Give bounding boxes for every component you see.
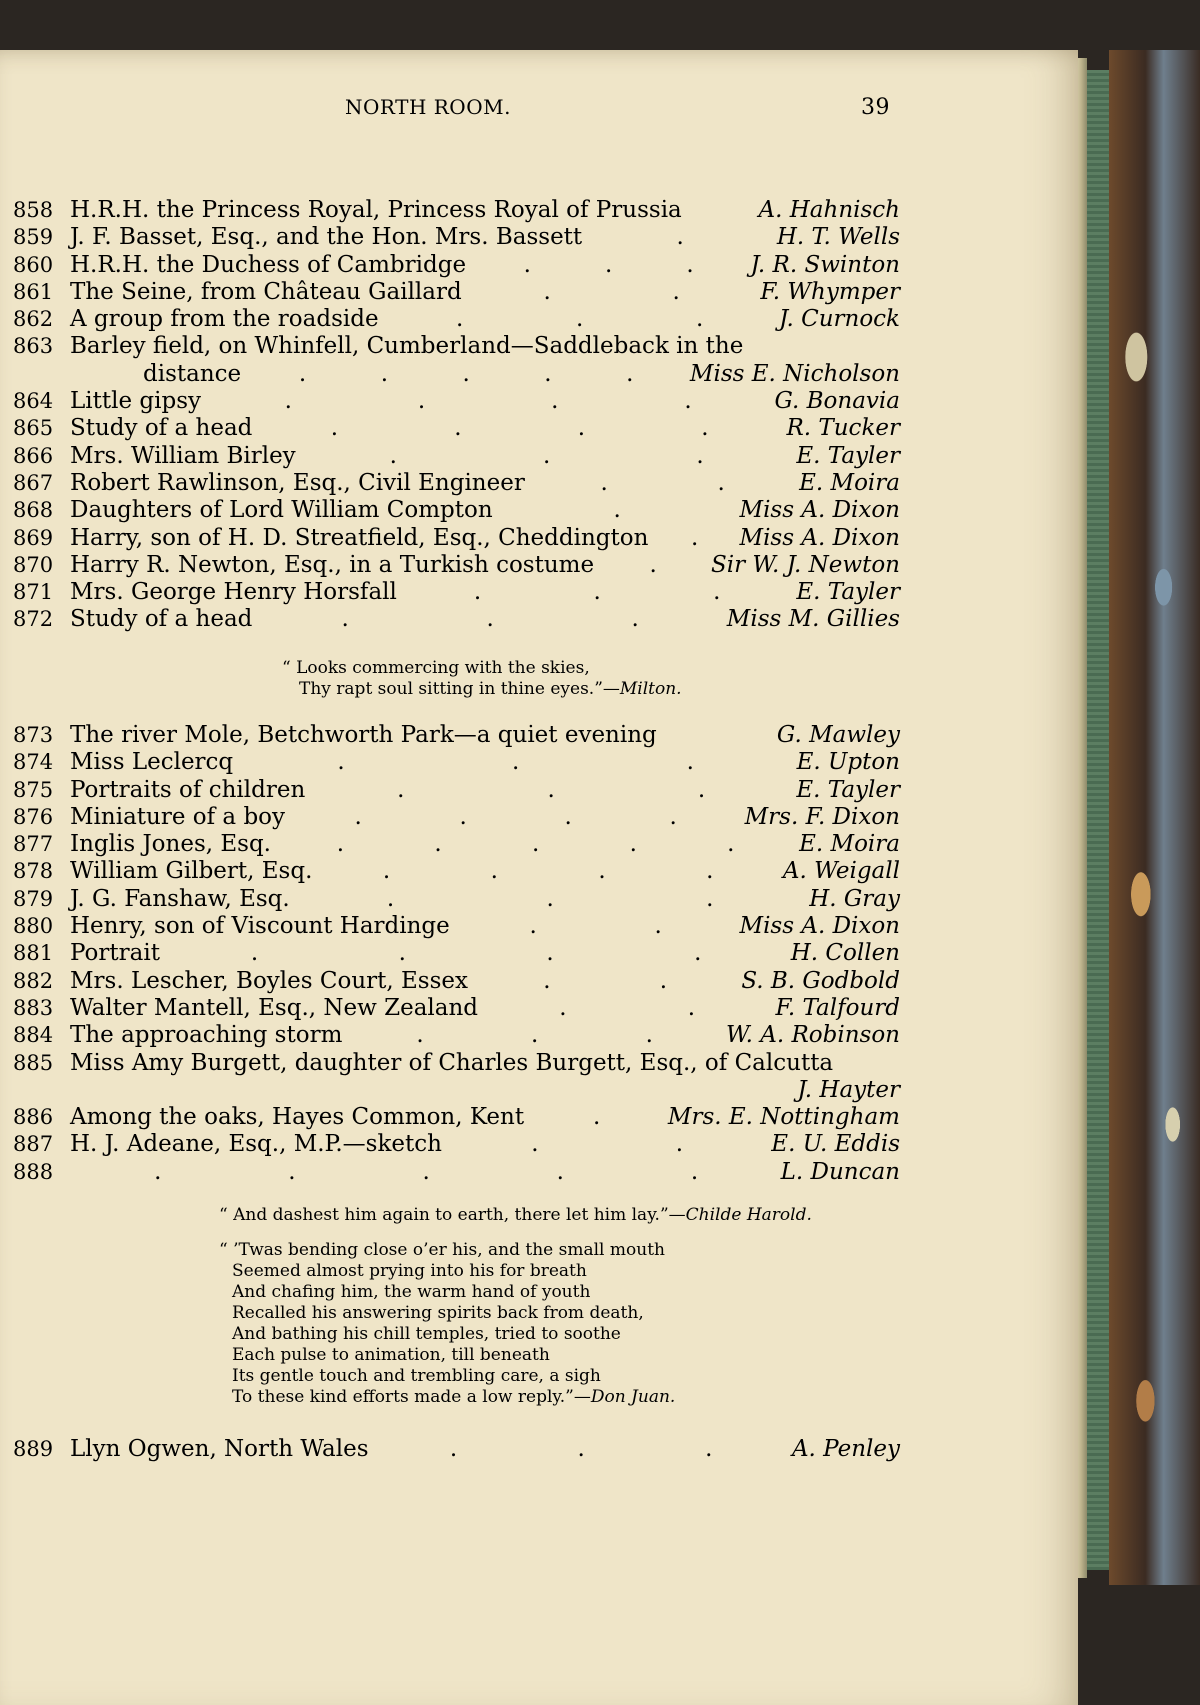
entry-artist: E. Tayler (796, 776, 900, 803)
leader-dots: . (649, 551, 657, 578)
entry-title: Mrs. William Birley (70, 442, 296, 469)
entry-title: Mrs. Lescher, Boyles Court, Essex (70, 967, 468, 994)
entry-artist: A. Weigall (782, 858, 900, 885)
catalogue-entry (0, 552, 900, 579)
entry-title: Portraits of children (70, 776, 306, 803)
entry-number: 870 (13, 552, 54, 577)
entry-title: The river Mole, Betchworth Park—a quiet evening (70, 722, 657, 748)
section-title: NORTH ROOM. (345, 95, 511, 119)
entry-title: Little gipsy (70, 388, 201, 415)
entry-title: H. J. Adeane, Esq., M.P.—sketch (70, 1131, 442, 1158)
entry-artist: G. Mawley (776, 722, 900, 748)
entry-number: 877 (13, 832, 54, 857)
epigraph-line: “ And dashest him again to earth, there let him lay.”— (219, 1205, 686, 1225)
catalogue-entry (0, 1050, 900, 1077)
epigraph-don-juan (219, 1240, 675, 1408)
entry-title: Henry, son of Viscount Hardinge (70, 913, 450, 940)
entry-title: Study of a head (70, 606, 253, 633)
entry-title: Llyn Ogwen, North Wales (70, 1436, 369, 1462)
leader-dots: . (676, 224, 684, 251)
entry-artist: S. B. Godbold (741, 967, 900, 994)
leader-dots: . . . (523, 251, 694, 278)
entry-title: Portrait (70, 940, 160, 967)
entry-number: 880 (13, 914, 54, 939)
catalogue-entry (0, 606, 900, 633)
entry-title: The approaching storm (70, 1022, 343, 1049)
leader-dots: . . (543, 278, 680, 305)
entry-number: 881 (13, 941, 54, 966)
catalogue-entry (0, 361, 900, 388)
entry-artist: Mrs. F. Dixon (744, 803, 900, 830)
entry-title: Inglis Jones, Esq. (70, 831, 271, 858)
leader-dots: . . . . (330, 415, 709, 442)
verse-line: And chafing him, the warm hand of youth (232, 1282, 591, 1302)
leader-dots: . . (559, 994, 696, 1021)
catalogue-entry (0, 1159, 900, 1186)
entry-number: 867 (13, 470, 54, 495)
leader-dots: . . . (473, 579, 721, 606)
leader-dots: . . (531, 1131, 684, 1158)
entry-title: distance (143, 360, 242, 387)
entry-number: 876 (13, 804, 54, 829)
entry-title: Barley field, on Whinfell, Cumberland—Saddleback in the (70, 333, 744, 360)
entry-title: Harry, son of H. D. Streatfield, Esq., Cheddington (70, 524, 649, 551)
entry-artist: E. Upton (796, 749, 900, 776)
entry-title: Daughters of Lord William Compton (70, 497, 493, 524)
entry-number: 884 (13, 1023, 54, 1048)
verse-line: Seemed almost prying into his for breath (232, 1261, 587, 1281)
entry-artist: Miss E. Nicholson (689, 360, 900, 387)
catalogue-entry (0, 831, 900, 858)
catalogue-entry (0, 1104, 900, 1131)
catalogue-entry (0, 525, 900, 552)
entry-artist: A. Hahnisch (758, 197, 900, 223)
entry-artist: E. Tayler (796, 579, 900, 606)
entry-number: 879 (13, 886, 54, 911)
entry-title: Mrs. George Henry Horsfall (70, 579, 397, 606)
catalogue-entry (0, 722, 900, 749)
entry-number: 863 (13, 334, 54, 359)
entry-title: The Seine, from Château Gaillard (70, 278, 462, 305)
entry-artist: W. A. Robinson (726, 1022, 900, 1049)
leader-dots: . (691, 524, 699, 551)
entry-number: 888 (13, 1159, 54, 1184)
leader-dots: . . (543, 967, 668, 994)
entry-artist: Miss A. Dixon (739, 913, 900, 940)
entry-number: 866 (13, 443, 54, 468)
entry-artist: J. R. Swinton (750, 251, 900, 278)
epigraph-line: Thy rapt soul sitting in thine eyes.”— (299, 679, 620, 699)
entry-number: 869 (13, 525, 54, 550)
entry-number: 858 (13, 198, 54, 222)
leader-dots: . . . . . (298, 360, 634, 387)
entry-number: 889 (13, 1437, 54, 1461)
epigraph-attribution: Milton. (619, 679, 682, 699)
catalogue-entry (0, 913, 900, 940)
entry-number: 871 (13, 580, 54, 605)
catalogue-entry (0, 1131, 900, 1158)
verse-line: Recalled his answering spirits back from death, (232, 1303, 644, 1323)
leader-dots: . . . . (354, 803, 677, 830)
marbled-cover (1109, 50, 1200, 1585)
entry-artist: Miss A. Dixon (739, 524, 900, 551)
catalogue-entry (0, 777, 900, 804)
catalogue-entry (0, 1436, 900, 1463)
running-head (345, 95, 890, 125)
entry-artist: Miss M. Gillies (726, 606, 900, 633)
epigraph-attribution: Don Juan. (590, 1387, 676, 1407)
epigraph-line: “ Looks commercing with the skies, (282, 658, 590, 678)
entry-number: 861 (13, 279, 54, 304)
leader-dots: . . . (386, 885, 714, 912)
entry-title: Robert Rawlinson, Esq., Civil Engineer (70, 469, 525, 496)
catalogue-list-2 (0, 722, 900, 1186)
leader-dots: . (593, 1104, 601, 1131)
entry-number: 865 (13, 416, 54, 441)
catalogue-entry (0, 333, 900, 360)
leader-dots: . (613, 497, 621, 524)
entry-artist: F. Talfourd (775, 994, 900, 1021)
entry-number: 873 (13, 723, 54, 747)
entry-number: 875 (13, 777, 54, 802)
catalogue-entry (0, 886, 900, 913)
catalogue-entry (0, 197, 900, 224)
entry-number: 887 (13, 1132, 54, 1157)
entry-artist: A. Penley (791, 1436, 900, 1462)
catalogue-list-3 (0, 1436, 900, 1463)
catalogue-entry (0, 579, 900, 606)
page-edge-block (1087, 70, 1109, 1570)
entry-number: 874 (13, 750, 54, 775)
leader-dots: . . . (397, 776, 706, 803)
catalogue-entry (0, 995, 900, 1022)
entry-number: 859 (13, 225, 54, 250)
catalogue-entry (0, 252, 900, 279)
catalogue-entry (0, 388, 900, 415)
entry-title: Harry R. Newton, Esq., in a Turkish costume (70, 551, 595, 578)
catalogue-entry (0, 804, 900, 831)
verse-line: And bathing his chill temples, tried to soothe (232, 1324, 621, 1344)
entry-number: 868 (13, 498, 54, 523)
entry-artist: H. T. Wells (776, 224, 900, 251)
leader-dots: . . . . (382, 858, 714, 885)
catalogue-entry (0, 968, 900, 995)
leader-dots: . . . (456, 306, 704, 333)
catalogue-entry (0, 497, 900, 524)
entry-title: William Gilbert, Esq. (70, 858, 313, 885)
catalogue-entry (0, 306, 900, 333)
catalogue-entry (0, 858, 900, 885)
entry-artist: H. Collen (790, 940, 900, 967)
entry-artist: R. Tucker (786, 415, 900, 442)
catalogue-list-1 (0, 197, 900, 634)
entry-title: Miss Leclercq (70, 749, 234, 776)
entry-title: Among the oaks, Hayes Common, Kent (70, 1104, 525, 1131)
entry-artist: E. Moira (799, 469, 900, 496)
catalogue-entry (0, 749, 900, 776)
verse-line: “ ’Twas bending close o’er his, and the small mouth (219, 1240, 665, 1260)
leader-dots: . . . (337, 749, 694, 776)
entry-number: 864 (13, 389, 54, 414)
entry-artist: E. Moira (799, 831, 900, 858)
catalogue-entry (0, 224, 900, 251)
catalogue-entry (0, 470, 900, 497)
entry-title: H.R.H. the Princess Royal, Princess Royal of Prussia (70, 197, 682, 223)
entry-number: 883 (13, 995, 54, 1020)
catalogue-entry (0, 443, 900, 470)
entry-number: 878 (13, 859, 54, 884)
entry-title: H.R.H. the Duchess of Cambridge (70, 251, 467, 278)
entry-artist: J. Hayter (797, 1076, 900, 1103)
entry-title: J. G. Fanshaw, Esq. (70, 885, 290, 912)
leader-dots: . . . . (284, 388, 692, 415)
leader-dots: . . . . . (154, 1158, 699, 1185)
leader-dots: . . . (341, 606, 639, 633)
leader-dots: . . . (389, 442, 704, 469)
verse-line: Each pulse to animation, till beneath (232, 1345, 550, 1365)
entry-number: 860 (13, 252, 54, 277)
entry-artist: G. Bonavia (774, 388, 900, 415)
verse-line: Its gentle touch and trembling care, a sigh (232, 1366, 601, 1386)
entry-title: J. F. Basset, Esq., and the Hon. Mrs. Bassett (70, 224, 583, 251)
leader-dots: . . . . . (336, 831, 735, 858)
epigraph-attribution: Childe Harold. (685, 1205, 812, 1225)
entry-title: A group from the roadside (70, 306, 379, 333)
verse-line: To these kind efforts made a low reply.”— (232, 1387, 591, 1407)
entry-number: 882 (13, 968, 54, 993)
leader-dots: . . (600, 469, 725, 496)
entry-artist: Miss A. Dixon (739, 497, 900, 524)
entry-artist: L. Duncan (780, 1158, 900, 1185)
entry-artist: E. U. Eddis (771, 1131, 900, 1158)
leader-dots: . . (529, 913, 662, 940)
catalogue-entry (0, 1022, 900, 1049)
page-number: 39 (861, 95, 890, 120)
entry-number: 872 (13, 607, 54, 632)
entry-number: 885 (13, 1050, 54, 1075)
epigraph-childe-harold (219, 1205, 812, 1226)
catalogue-entry (0, 415, 900, 442)
entry-title: Miss Amy Burgett, daughter of Charles Burgett, Esq., of Calcutta (70, 1049, 834, 1076)
leader-dots: . . . (449, 1436, 713, 1462)
entry-title: Walter Mantell, Esq., New Zealand (70, 994, 479, 1021)
entry-title: Study of a head (70, 415, 253, 442)
entry-artist: J. Curnock (779, 306, 900, 333)
leader-dots: . . . . (250, 940, 702, 967)
entry-artist: H. Gray (809, 885, 900, 912)
catalogue-entry (0, 279, 900, 306)
epigraph-milton (282, 658, 682, 700)
entry-number: 862 (13, 307, 54, 332)
entry-number: 886 (13, 1105, 54, 1130)
entry-artist: Sir W. J. Newton (710, 551, 900, 578)
entry-title: Miniature of a boy (70, 803, 286, 830)
leader-dots: . . . (416, 1022, 653, 1049)
catalogue-entry (0, 1077, 900, 1104)
entry-artist: Mrs. E. Nottingham (667, 1104, 900, 1131)
entry-artist: E. Tayler (796, 442, 900, 469)
entry-artist: F. Whymper (760, 278, 900, 305)
catalogue-entry (0, 940, 900, 967)
